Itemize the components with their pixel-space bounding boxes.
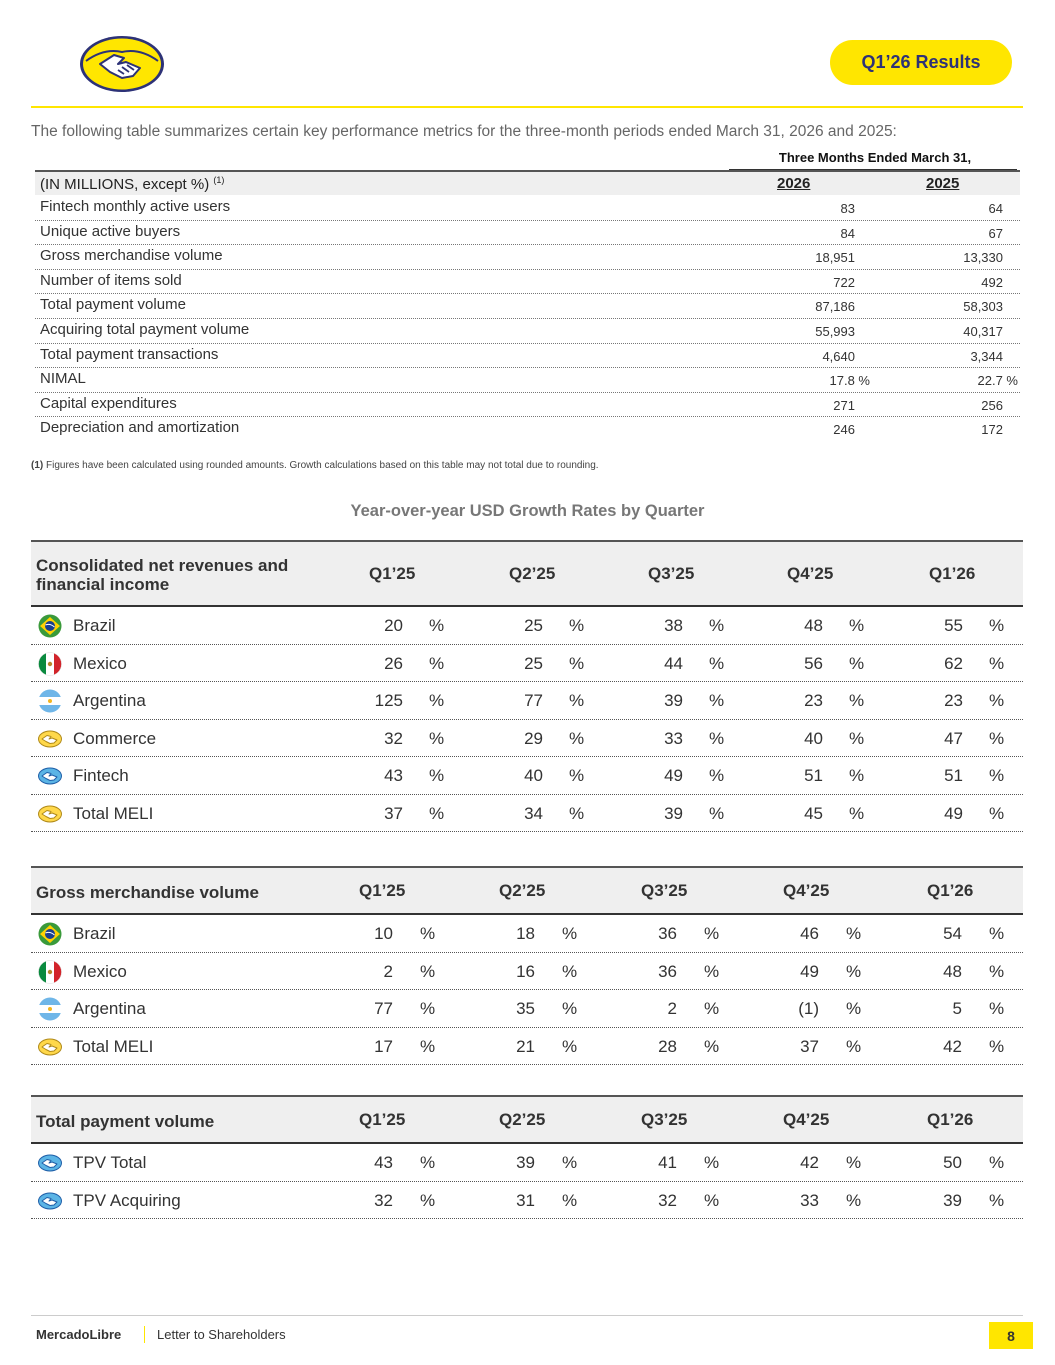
percent-sign: %	[704, 1036, 720, 1056]
kpi-value-2026: 722	[833, 274, 855, 290]
quarter-header: Q1’26	[927, 880, 974, 900]
commerce-handshake-icon	[37, 727, 63, 751]
kpi-value-2025: 13,330	[963, 250, 1003, 266]
table-row	[31, 1028, 1023, 1066]
quarter-header: Q3’25	[648, 563, 695, 583]
percent-sign: %	[420, 961, 436, 981]
percent-sign: %	[709, 653, 725, 673]
percent-sign: %	[569, 766, 585, 785]
growth-value: 42	[943, 1036, 962, 1056]
percent-sign: %	[989, 803, 1005, 823]
percent-sign: %	[420, 1036, 436, 1056]
growth-value: 42	[800, 1153, 819, 1172]
percent-sign: %	[849, 766, 865, 785]
percent-sign: %	[709, 616, 725, 635]
kpi-value-2026: 83	[840, 201, 855, 216]
growth-value: 44	[664, 653, 683, 673]
kpi-row	[35, 344, 1020, 369]
growth-value: 50	[943, 1153, 962, 1172]
percent-sign: %	[849, 616, 865, 635]
percent-sign: %	[709, 691, 725, 710]
quarter-header: Q4’25	[783, 1109, 830, 1129]
percent-sign: %	[704, 999, 720, 1018]
footer-separator	[144, 1326, 145, 1343]
growth-value: (1)	[798, 999, 819, 1018]
row-label: Commerce	[73, 728, 157, 748]
kpi-row-label: Fintech monthly active users	[40, 198, 231, 215]
results-badge: Q1’26 Results	[830, 40, 1012, 85]
table-row	[31, 720, 1023, 758]
percent-sign: %	[846, 961, 862, 981]
table-row	[31, 953, 1023, 991]
kpi-row-label: Depreciation and amortization	[40, 419, 240, 437]
percent-sign: %	[429, 766, 445, 785]
table-row	[31, 682, 1023, 720]
kpi-value-2026: 17.8 %	[829, 373, 870, 389]
growth-value: 29	[524, 728, 543, 748]
growth-value: 32	[384, 728, 403, 748]
kpi-row-label: Number of items sold	[40, 271, 182, 289]
growth-value: 40	[524, 766, 543, 785]
growth-value: 51	[804, 766, 823, 785]
percent-sign: %	[846, 1036, 862, 1056]
table-row	[31, 1144, 1023, 1182]
percent-sign: %	[429, 653, 445, 673]
argentina-flag-icon	[37, 689, 63, 713]
growth-value: 21	[516, 1036, 535, 1056]
quarter-header: Q3’25	[641, 880, 688, 900]
kpi-value-2026: 87,186	[815, 299, 855, 315]
quarter-header: Q1’26	[927, 1109, 974, 1129]
growth-value: 45	[804, 803, 823, 823]
row-label: Fintech	[73, 766, 129, 785]
row-label: Mexico	[73, 653, 127, 673]
kpi-year-2026: 2026	[777, 175, 811, 192]
fintech-handshake-icon	[37, 764, 63, 788]
percent-sign: %	[429, 728, 445, 748]
growth-section-title: Year-over-year USD Growth Rates by Quarter	[350, 502, 705, 520]
growth-value: 16	[516, 961, 535, 981]
percent-sign: %	[989, 961, 1005, 981]
growth-value: 62	[944, 653, 963, 673]
percent-sign: %	[420, 1190, 436, 1210]
revenues-table-title: Consolidated net revenues and financial income	[36, 556, 289, 594]
kpi-value-2026: 84	[840, 225, 855, 241]
percent-sign: %	[846, 999, 862, 1018]
growth-value: 40	[804, 728, 823, 748]
growth-value: 41	[658, 1153, 677, 1172]
quarter-header: Q2’25	[499, 880, 546, 900]
tpv-growth-table	[31, 1095, 1023, 1219]
revenues-table-header	[31, 540, 1023, 607]
kpi-row-label: Gross merchandise volume	[40, 247, 223, 265]
growth-value: 46	[800, 924, 819, 943]
growth-value: 10	[374, 924, 393, 943]
quarter-header: Q1’25	[359, 1109, 406, 1129]
row-label: Argentina	[73, 691, 146, 710]
kpi-row	[35, 319, 1020, 344]
kpi-row-label: NIMAL	[40, 370, 86, 388]
quarter-header: Q4’25	[787, 563, 834, 583]
percent-sign: %	[569, 616, 585, 635]
growth-value: 54	[943, 924, 962, 943]
percent-sign: %	[429, 616, 445, 635]
page-number: 8	[989, 1322, 1033, 1349]
percent-sign: %	[989, 728, 1005, 748]
kpi-value-2026: 55,993	[815, 324, 855, 339]
row-label: Mexico	[73, 961, 127, 981]
kpi-units-text: (IN MILLIONS, except %)	[40, 176, 210, 193]
footnote	[31, 460, 599, 471]
kpi-value-2025: 58,303	[963, 299, 1003, 315]
kpi-row-label: Unique active buyers	[40, 222, 181, 240]
growth-value: 38	[664, 616, 683, 635]
percent-sign: %	[849, 803, 865, 823]
percent-sign: %	[989, 1190, 1005, 1210]
growth-value: 37	[800, 1036, 819, 1056]
kpi-row	[35, 368, 1020, 393]
row-label: Brazil	[73, 924, 116, 943]
table-row	[31, 915, 1023, 953]
kpi-value-2025: 67	[988, 225, 1003, 241]
quarter-header: Q2’25	[509, 563, 556, 583]
growth-value: 39	[664, 691, 683, 710]
growth-value: 48	[943, 961, 962, 981]
percent-sign: %	[846, 924, 862, 943]
kpi-footnote-mark: (1)	[213, 175, 225, 185]
growth-value: 18	[516, 924, 535, 943]
growth-value: 39	[664, 803, 683, 823]
row-label: Total MELI	[73, 1036, 154, 1056]
footer-divider	[31, 1315, 1023, 1316]
growth-value: 2	[383, 961, 393, 981]
tpv-table-title: Total payment volume	[36, 1112, 215, 1131]
tpv-table-header	[31, 1095, 1023, 1144]
percent-sign: %	[704, 961, 720, 981]
quarter-header: Q1’26	[929, 563, 976, 583]
growth-value: 25	[524, 616, 543, 635]
growth-value: 49	[800, 961, 819, 981]
growth-value: 35	[516, 999, 535, 1018]
percent-sign: %	[704, 1153, 720, 1172]
kpi-value-2025: 492	[981, 274, 1003, 290]
argentina-flag-icon	[37, 997, 63, 1021]
fintech-handshake-icon	[37, 1189, 63, 1213]
kpi-value-2026: 4,640	[822, 348, 855, 364]
kpi-value-2025: 22.7 %	[977, 373, 1018, 389]
growth-value: 47	[944, 728, 963, 748]
table-row	[31, 645, 1023, 683]
growth-value: 20	[384, 616, 403, 635]
percent-sign: %	[704, 1190, 720, 1210]
percent-sign: %	[989, 1153, 1005, 1172]
kpi-value-2025: 172	[981, 422, 1003, 438]
growth-value: 39	[943, 1190, 962, 1210]
kpi-value-2026: 271	[833, 397, 855, 413]
quarter-header: Q3’25	[641, 1109, 688, 1129]
growth-value: 28	[658, 1036, 677, 1056]
fintech-handshake-icon	[37, 1151, 63, 1175]
kpi-row-label: Total payment volume	[40, 296, 186, 314]
percent-sign: %	[849, 653, 865, 673]
growth-value: 33	[800, 1190, 819, 1210]
percent-sign: %	[846, 1190, 862, 1210]
kpi-value-2025: 256	[981, 397, 1003, 413]
percent-sign: %	[420, 924, 436, 943]
percent-sign: %	[989, 616, 1005, 635]
percent-sign: %	[562, 1036, 578, 1056]
percent-sign: %	[989, 691, 1005, 710]
quarter-header: Q1’25	[369, 563, 416, 583]
kpi-value-2025: 3,344	[970, 348, 1003, 364]
percent-sign: %	[709, 803, 725, 823]
percent-sign: %	[420, 1153, 436, 1172]
growth-value: 39	[516, 1153, 535, 1172]
footer-text: Letter to Shareholders	[157, 1327, 286, 1342]
kpi-value-2025: 64	[988, 201, 1003, 216]
quarter-header: Q4’25	[783, 880, 830, 900]
percent-sign: %	[569, 803, 585, 823]
table-row	[31, 757, 1023, 795]
table-row	[31, 607, 1023, 645]
percent-sign: %	[989, 766, 1005, 785]
table-row	[31, 1182, 1023, 1220]
percent-sign: %	[989, 1036, 1005, 1056]
quarter-header: Q1’25	[359, 880, 406, 900]
growth-value: 43	[384, 766, 403, 785]
brazil-flag-icon	[37, 614, 63, 638]
kpi-row-label: Acquiring total payment volume	[40, 321, 250, 338]
mexico-flag-icon	[37, 652, 63, 676]
intro-text: The following table summarizes certain key performance metrics for the three-month periods ended March 31, 2026 and 2025:	[31, 123, 897, 140]
percent-sign: %	[569, 728, 585, 748]
header-divider	[31, 106, 1023, 108]
percent-sign: %	[429, 691, 445, 710]
growth-value: 77	[374, 999, 393, 1018]
revenues-growth-table	[31, 540, 1023, 832]
percent-sign: %	[846, 1153, 862, 1172]
kpi-row	[35, 417, 1020, 442]
growth-value: 17	[374, 1036, 393, 1056]
growth-value: 49	[944, 803, 963, 823]
growth-value: 51	[944, 766, 963, 785]
percent-sign: %	[562, 999, 578, 1018]
footnote-text: Figures have been calculated using rounded amounts. Growth calculations based on this table may not total due to rounding.	[43, 460, 599, 471]
percent-sign: %	[989, 924, 1005, 943]
kpi-row	[35, 270, 1020, 295]
kpi-row	[35, 245, 1020, 270]
percent-sign: %	[989, 653, 1005, 673]
kpi-row-label: Capital expenditures	[40, 394, 177, 412]
percent-sign: %	[709, 766, 725, 785]
percent-sign: %	[709, 728, 725, 748]
row-label: Total MELI	[73, 803, 154, 823]
kpi-row	[35, 294, 1020, 319]
gmv-table-header	[31, 866, 1023, 915]
kpi-value-2025: 40,317	[963, 324, 1003, 339]
growth-value: 77	[524, 691, 543, 710]
table-row	[31, 990, 1023, 1028]
row-label: TPV Total	[73, 1153, 147, 1172]
kpi-row	[35, 196, 1020, 221]
growth-value: 55	[944, 616, 963, 635]
growth-value: 31	[516, 1190, 535, 1210]
mexico-flag-icon	[37, 960, 63, 984]
growth-value: 5	[952, 999, 962, 1018]
percent-sign: %	[989, 999, 1005, 1018]
percent-sign: %	[429, 803, 445, 823]
growth-value: 125	[374, 691, 403, 710]
percent-sign: %	[562, 961, 578, 981]
percent-sign: %	[562, 1153, 578, 1172]
kpi-value-2026: 18,951	[815, 250, 855, 266]
growth-value: 37	[384, 803, 403, 823]
percent-sign: %	[562, 924, 578, 943]
meli-handshake-icon	[37, 802, 63, 826]
quarter-header: Q2’25	[499, 1109, 546, 1129]
gmv-table-title: Gross merchandise volume	[36, 883, 259, 902]
gmv-growth-table	[31, 866, 1023, 1065]
kpi-row	[35, 393, 1020, 418]
percent-sign: %	[569, 691, 585, 710]
kpi-year-2025: 2025	[926, 175, 960, 192]
growth-value: 26	[384, 653, 403, 673]
growth-value: 43	[374, 1153, 393, 1172]
growth-value: 48	[804, 616, 823, 635]
growth-value: 33	[664, 728, 683, 748]
growth-value: 49	[664, 766, 683, 785]
brazil-flag-icon	[37, 922, 63, 946]
growth-value: 32	[374, 1190, 393, 1210]
kpi-period-header: Three Months Ended March 31,	[778, 150, 972, 165]
percent-sign: %	[420, 999, 436, 1018]
kpi-row-label: Total payment transactions	[40, 345, 219, 363]
growth-value: 32	[658, 1190, 677, 1210]
growth-value: 34	[524, 803, 543, 823]
growth-value: 2	[667, 999, 677, 1018]
footnote-mark: (1)	[31, 460, 44, 471]
percent-sign: %	[704, 924, 720, 943]
percent-sign: %	[849, 691, 865, 710]
growth-value: 56	[804, 653, 823, 673]
percent-sign: %	[569, 653, 585, 673]
kpi-value-2026: 246	[833, 422, 855, 438]
growth-value: 36	[658, 924, 677, 943]
growth-value: 23	[804, 691, 823, 710]
table-row	[31, 795, 1023, 833]
row-label: Brazil	[73, 616, 116, 635]
kpi-table-header	[35, 170, 1020, 195]
growth-value: 36	[658, 961, 677, 981]
growth-value: 23	[944, 691, 963, 710]
percent-sign: %	[562, 1190, 578, 1210]
growth-value: 25	[524, 653, 543, 673]
kpi-units-label	[40, 175, 224, 193]
footer-brand: MercadoLibre	[36, 1327, 122, 1342]
meli-handshake-icon	[37, 1035, 63, 1059]
row-label: TPV Acquiring	[73, 1190, 181, 1210]
mercadolibre-logo-icon	[78, 34, 166, 94]
percent-sign: %	[849, 728, 865, 748]
row-label: Argentina	[73, 999, 146, 1018]
kpi-row	[35, 221, 1020, 246]
